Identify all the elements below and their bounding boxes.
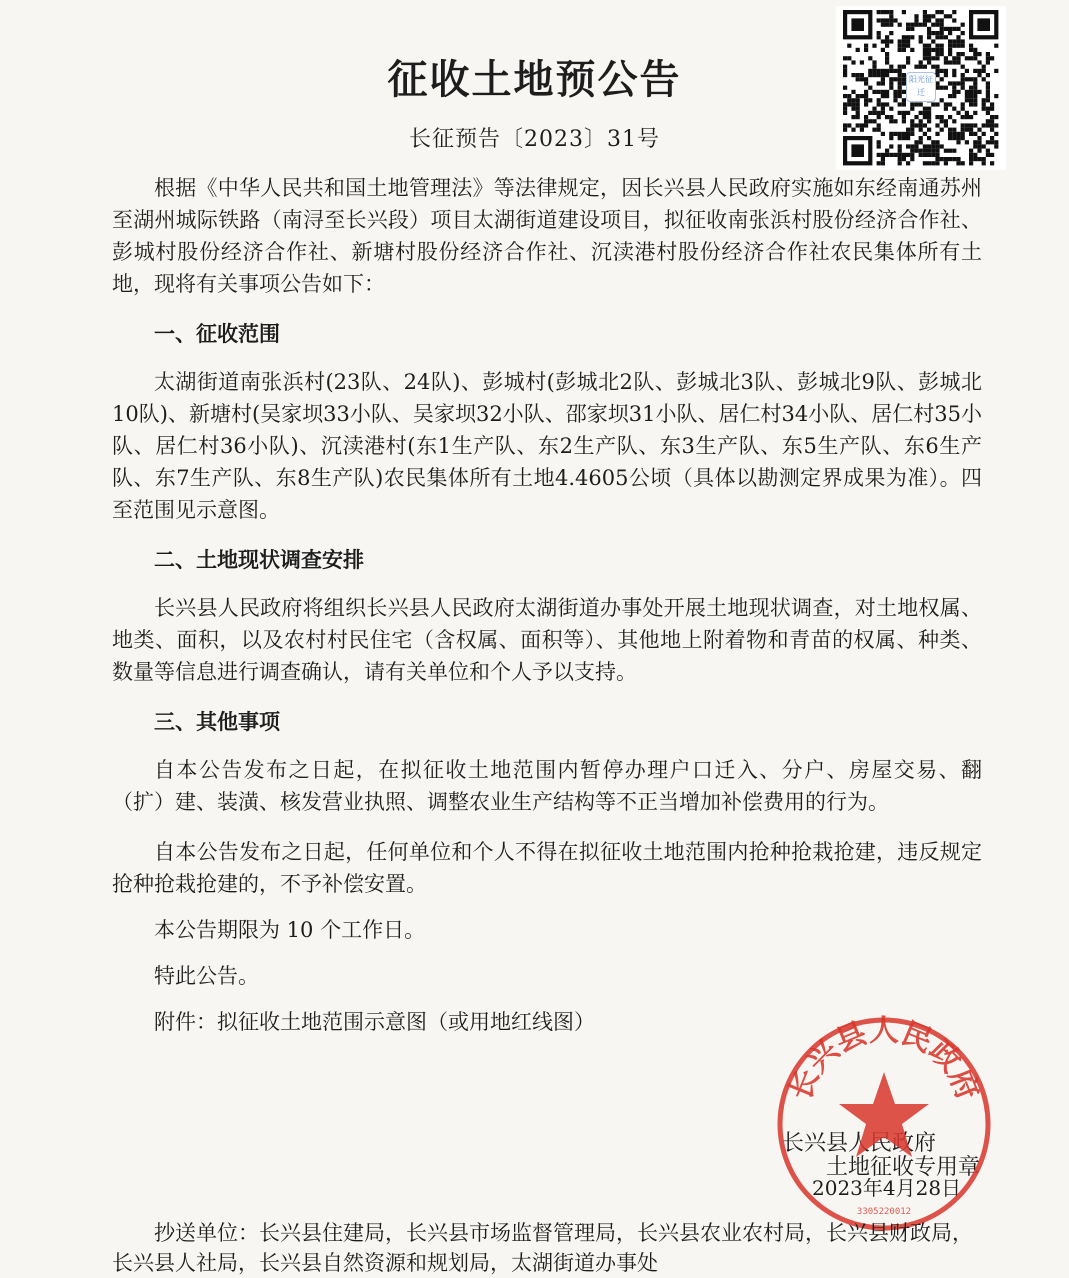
notice-period: 本公告期限为 10 个工作日。	[154, 918, 426, 942]
section-scope-paragraph: 太湖街道南张浜村(23队、24队)、彭城村(彭城北2队、彭城北3队、彭城北9队、彭城北10队)、新塘村(吴家坝33小队、吴家坝32小队、邵家坝31小队、居仁村34小队、居仁村35小队、居仁村36小队)、沉渎港村(东1生产队、东2生产队、东3生产队、东5生产队、东6生产队、东7生产队、东8生产队)农民集体所有土地4.4605公顷（具体以勘测定界成果为准）。四至范围见示意图。	[112, 370, 982, 522]
seal-star-icon	[839, 1072, 929, 1157]
closing-text: 特此公告。	[154, 964, 259, 988]
section-heading-scope: 一、征收范围	[154, 322, 280, 346]
section-survey-paragraph: 长兴县人民政府将组织长兴县人民政府太湖街道办事处开展土地现状调查，对土地权属、地类、面积，以及农村村民住宅（含权属、面积等）、其他地上附着物和青苗的权属、种类、数量等信息进行调查确认，请有关单位和个人予以支持。	[112, 596, 982, 684]
section-other-paragraph-1: 自本公告发布之日起，在拟征收土地范围内暂停办理户口迁入、分户、房屋交易、翻（扩）建、装潢、核发营业执照、调整农业生产结构等不正当增加补偿费用的行为。	[112, 758, 982, 814]
page-title: 征收土地预公告	[387, 56, 682, 103]
section-heading-survey: 二、土地现状调查安排	[154, 548, 364, 572]
official-seal-icon	[774, 1014, 994, 1234]
intro-paragraph: 根据《中华人民共和国土地管理法》等法律规定，因长兴县人民政府实施如东经南通苏州至湖州城际铁路（南浔至长兴段）项目太湖街道建设项目，拟征收南张浜村股份经济合作社、彭城村股份经济合作社、新塘村股份经济合作社、沉渎港村股份经济合作社农民集体所有土地，现将有关事项公告如下：	[112, 176, 982, 296]
signature-agency: 长兴县人民政府	[782, 1131, 937, 1156]
attachment-link[interactable]: 附件：拟征收土地范围示意图（或用地红线图）	[154, 1010, 595, 1034]
section-heading-other: 三、其他事项	[154, 710, 280, 734]
qr-logo: 阳光征迁	[906, 72, 936, 102]
cc-recipients: 抄送单位：长兴县住建局，长兴县市场监督管理局，长兴县农业农村局，长兴县财政局，长兴县人社局，长兴县自然资源和规划局，太湖街道办事处	[112, 1221, 973, 1275]
seal-serial: 3305220012	[856, 1207, 912, 1217]
signature-unit: 土地征收专用章	[826, 1155, 981, 1180]
notice-body	[112, 172, 982, 1038]
document-number: 长征预告〔2023〕31号	[409, 127, 660, 152]
seal-text: 长兴县人民政府	[782, 1014, 986, 1106]
section-other-paragraph-2: 自本公告发布之日起，任何单位和个人不得在拟征收土地范围内抢种抢栽抢建，违反规定抢种抢栽抢建的，不予补偿安置。	[112, 840, 982, 896]
signature-date: 2023年4月28日	[812, 1176, 962, 1200]
